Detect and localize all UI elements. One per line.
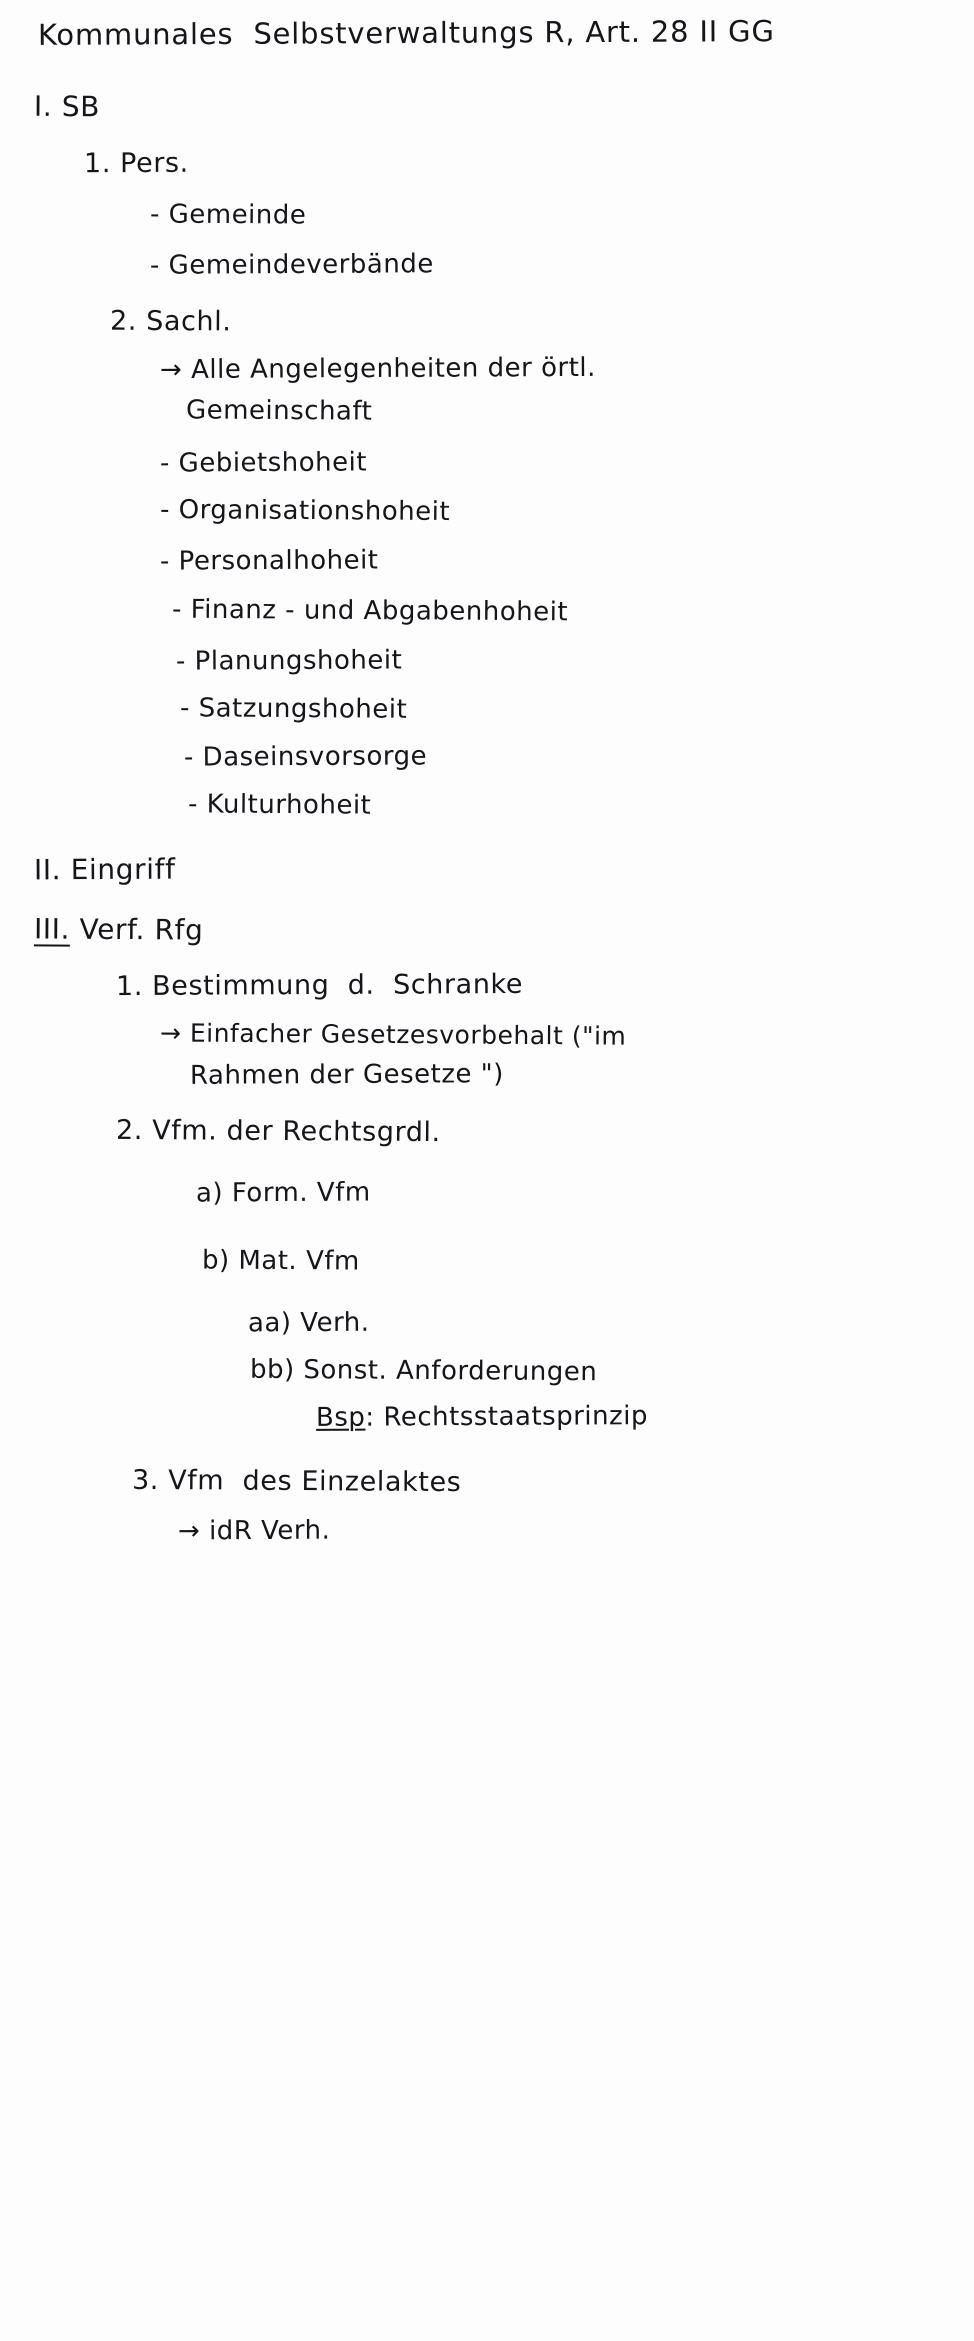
- item-iii-2-a: a) Form. Vfm: [195, 1177, 371, 1209]
- item-i-2-bullet-7: - Daseinsvorsorge: [183, 741, 428, 773]
- item-iii-1-note-line-1: → Einfacher Gesetzesvorbehalt ("im: [159, 1018, 627, 1051]
- item-i-2: 2. Sachl.: [109, 305, 232, 338]
- heading-section-iii-label: Verf. Rfg: [69, 912, 204, 947]
- item-i-2-note-line-1: → Alle Angelegenheiten der örtl.: [159, 352, 596, 386]
- item-iii-2-b-bb-example: [316, 1403, 648, 1432]
- heading-section-iii-numeral: III.: [33, 912, 71, 946]
- item-i-1-bullet-2: - Gemeindeverbände: [149, 249, 434, 281]
- item-iii-2: 2. Vfm. der Rechtsgrdl.: [115, 1114, 441, 1149]
- heading-section-i: I. SB: [33, 89, 101, 124]
- item-iii-3: 3. Vfm des Einzelaktes: [131, 1464, 462, 1499]
- item-i-2-bullet-4: - Finanz - und Abgabenhoheit: [171, 594, 569, 628]
- item-i-2-bullet-8: - Kulturhoheit: [187, 789, 372, 821]
- item-i-2-bullet-1: - Gebietshoheit: [159, 447, 368, 479]
- item-i-2-bullet-6: - Satzungshoheit: [179, 693, 408, 725]
- item-iii-2-b-bb: bb) Sonst. Anforderungen: [249, 1354, 598, 1388]
- item-i-2-note-line-2: Gemeinschaft: [185, 395, 373, 427]
- item-i-1: 1. Pers.: [83, 147, 189, 180]
- page-title: Kommunales Selbstverwaltungs R, Art. 28 II GG: [37, 14, 775, 52]
- item-i-2-bullet-5: - Planungshoheit: [175, 645, 403, 677]
- item-i-2-bullet-2: - Organisationshoheit: [159, 494, 451, 528]
- heading-section-iii: [34, 914, 204, 947]
- item-i-1-bullet-1: - Gemeinde: [149, 199, 307, 231]
- item-iii-2-b-aa: aa) Verh.: [247, 1307, 370, 1339]
- item-iii-3-note: → idR Verh.: [177, 1515, 331, 1547]
- item-iii-1: 1. Bestimmung d. Schranke: [115, 968, 524, 1003]
- item-iii-2-b: b) Mat. Vfm: [201, 1245, 360, 1277]
- item-iii-1-note-line-2: Rahmen der Gesetze "): [189, 1059, 504, 1091]
- heading-section-ii: II. Eingriff: [33, 852, 176, 887]
- item-i-2-bullet-3: - Personalhoheit: [159, 545, 379, 577]
- example-label: Bsp: [315, 1402, 366, 1433]
- example-text: : Rechtsstaatsprinzip: [365, 1401, 649, 1433]
